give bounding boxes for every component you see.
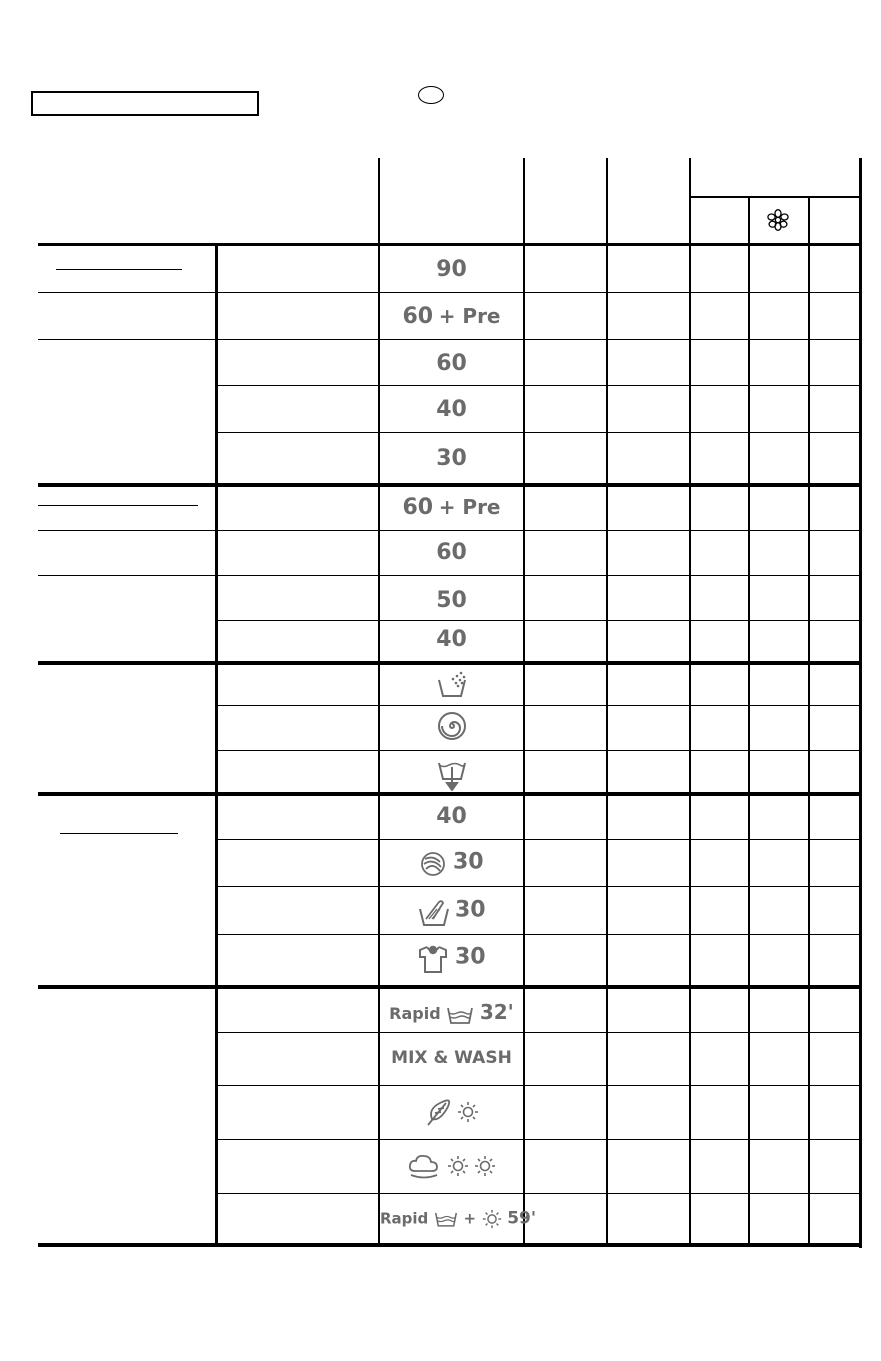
grid-hline bbox=[216, 934, 861, 935]
program-row-20 bbox=[380, 1208, 537, 1229]
shirt-icon bbox=[417, 944, 449, 974]
program-row-7 bbox=[380, 590, 523, 612]
grid-vline-group bbox=[215, 245, 218, 1246]
program-temp: 40 bbox=[436, 397, 467, 422]
grid-hline bbox=[216, 750, 861, 751]
rinse-shower-icon bbox=[435, 670, 469, 698]
group-label-underline bbox=[56, 269, 182, 270]
program-temp: 30 bbox=[436, 446, 467, 471]
grid-hline-header bbox=[38, 243, 861, 246]
program-plus: + bbox=[463, 1209, 477, 1228]
program-prefix: Rapid bbox=[380, 1209, 429, 1228]
grid-hline bbox=[216, 886, 861, 887]
section-label-box bbox=[31, 91, 259, 116]
program-row-5 bbox=[380, 497, 523, 519]
sun-icon bbox=[474, 1155, 496, 1177]
program-mix-wash: MIX & WASH bbox=[391, 1048, 512, 1068]
program-row-2 bbox=[380, 353, 523, 375]
flower-softener-icon bbox=[766, 208, 790, 237]
drain-arrow-icon bbox=[436, 759, 468, 791]
program-temp: 30 bbox=[454, 897, 486, 923]
program-temp: 50 bbox=[436, 588, 467, 613]
program-prewash: + Pre bbox=[438, 495, 501, 519]
sun-icon bbox=[457, 1101, 479, 1123]
program-row-17 bbox=[380, 1050, 523, 1067]
program-row-8 bbox=[380, 629, 523, 651]
grid-hline bbox=[38, 575, 861, 576]
program-row-14 bbox=[380, 897, 523, 927]
grid-hline bbox=[216, 839, 861, 840]
group-label-underline bbox=[60, 833, 178, 834]
program-temp: 60 bbox=[402, 304, 434, 329]
program-row-13 bbox=[380, 850, 523, 878]
grid-hline bbox=[216, 1085, 861, 1086]
grid-hline bbox=[216, 1193, 861, 1194]
program-row-6 bbox=[380, 542, 523, 564]
grid-hline-group bbox=[38, 792, 861, 796]
program-temp: 60 bbox=[436, 540, 467, 565]
program-row-18 bbox=[380, 1097, 523, 1127]
grid-hline-bottom bbox=[38, 1243, 861, 1247]
hand-wash-icon bbox=[417, 897, 449, 927]
grid-hline bbox=[38, 339, 861, 340]
sun-icon bbox=[482, 1209, 502, 1229]
grid-vline bbox=[748, 197, 750, 1246]
program-row-0 bbox=[380, 259, 523, 281]
sun-icon bbox=[447, 1155, 469, 1177]
grid-hline-group bbox=[38, 985, 861, 989]
program-row-16 bbox=[380, 1002, 523, 1025]
program-prewash: + Pre bbox=[438, 304, 501, 328]
program-row-9 bbox=[380, 670, 523, 698]
grid-hline bbox=[689, 196, 861, 198]
grid-vline bbox=[689, 158, 691, 1246]
grid-hline-group bbox=[38, 661, 861, 665]
program-row-4 bbox=[380, 448, 523, 470]
group-label-underline bbox=[38, 505, 198, 506]
grid-hline-group bbox=[38, 483, 861, 487]
program-duration: 32' bbox=[479, 1000, 514, 1024]
program-temp: 30 bbox=[454, 944, 486, 970]
program-row-11 bbox=[380, 759, 523, 791]
grid-vline bbox=[606, 158, 608, 1246]
wash-tub-icon bbox=[446, 1005, 474, 1025]
feather-icon bbox=[424, 1097, 452, 1127]
program-row-12 bbox=[380, 806, 523, 828]
program-temp: 90 bbox=[436, 257, 467, 282]
program-row-3 bbox=[380, 399, 523, 421]
language-badge bbox=[418, 86, 444, 104]
program-row-10 bbox=[380, 711, 523, 741]
grid-vline bbox=[808, 197, 810, 1246]
grid-hline bbox=[216, 620, 861, 621]
program-temp: 40 bbox=[436, 804, 467, 829]
program-duration: 59' bbox=[507, 1208, 537, 1229]
grid-hline bbox=[38, 292, 861, 293]
program-row-15 bbox=[380, 944, 523, 974]
grid-hline bbox=[216, 1139, 861, 1140]
program-temp: 40 bbox=[436, 627, 467, 652]
wool-icon bbox=[419, 850, 447, 878]
grid-hline bbox=[216, 705, 861, 706]
grid-hline bbox=[216, 432, 861, 433]
program-temp: 60 bbox=[402, 495, 434, 520]
grid-vline bbox=[523, 158, 525, 1246]
program-row-19 bbox=[380, 1153, 523, 1179]
grid-hline bbox=[38, 530, 861, 531]
program-temp: 60 bbox=[436, 351, 467, 376]
program-temp: 30 bbox=[452, 849, 484, 875]
cloud-icon bbox=[407, 1153, 441, 1179]
grid-hline bbox=[216, 1032, 861, 1033]
program-row-1 bbox=[380, 306, 523, 328]
program-prefix: Rapid bbox=[389, 1004, 441, 1023]
grid-hline bbox=[216, 385, 861, 386]
spin-spiral-icon bbox=[437, 711, 467, 741]
wash-tub-icon bbox=[434, 1210, 458, 1228]
